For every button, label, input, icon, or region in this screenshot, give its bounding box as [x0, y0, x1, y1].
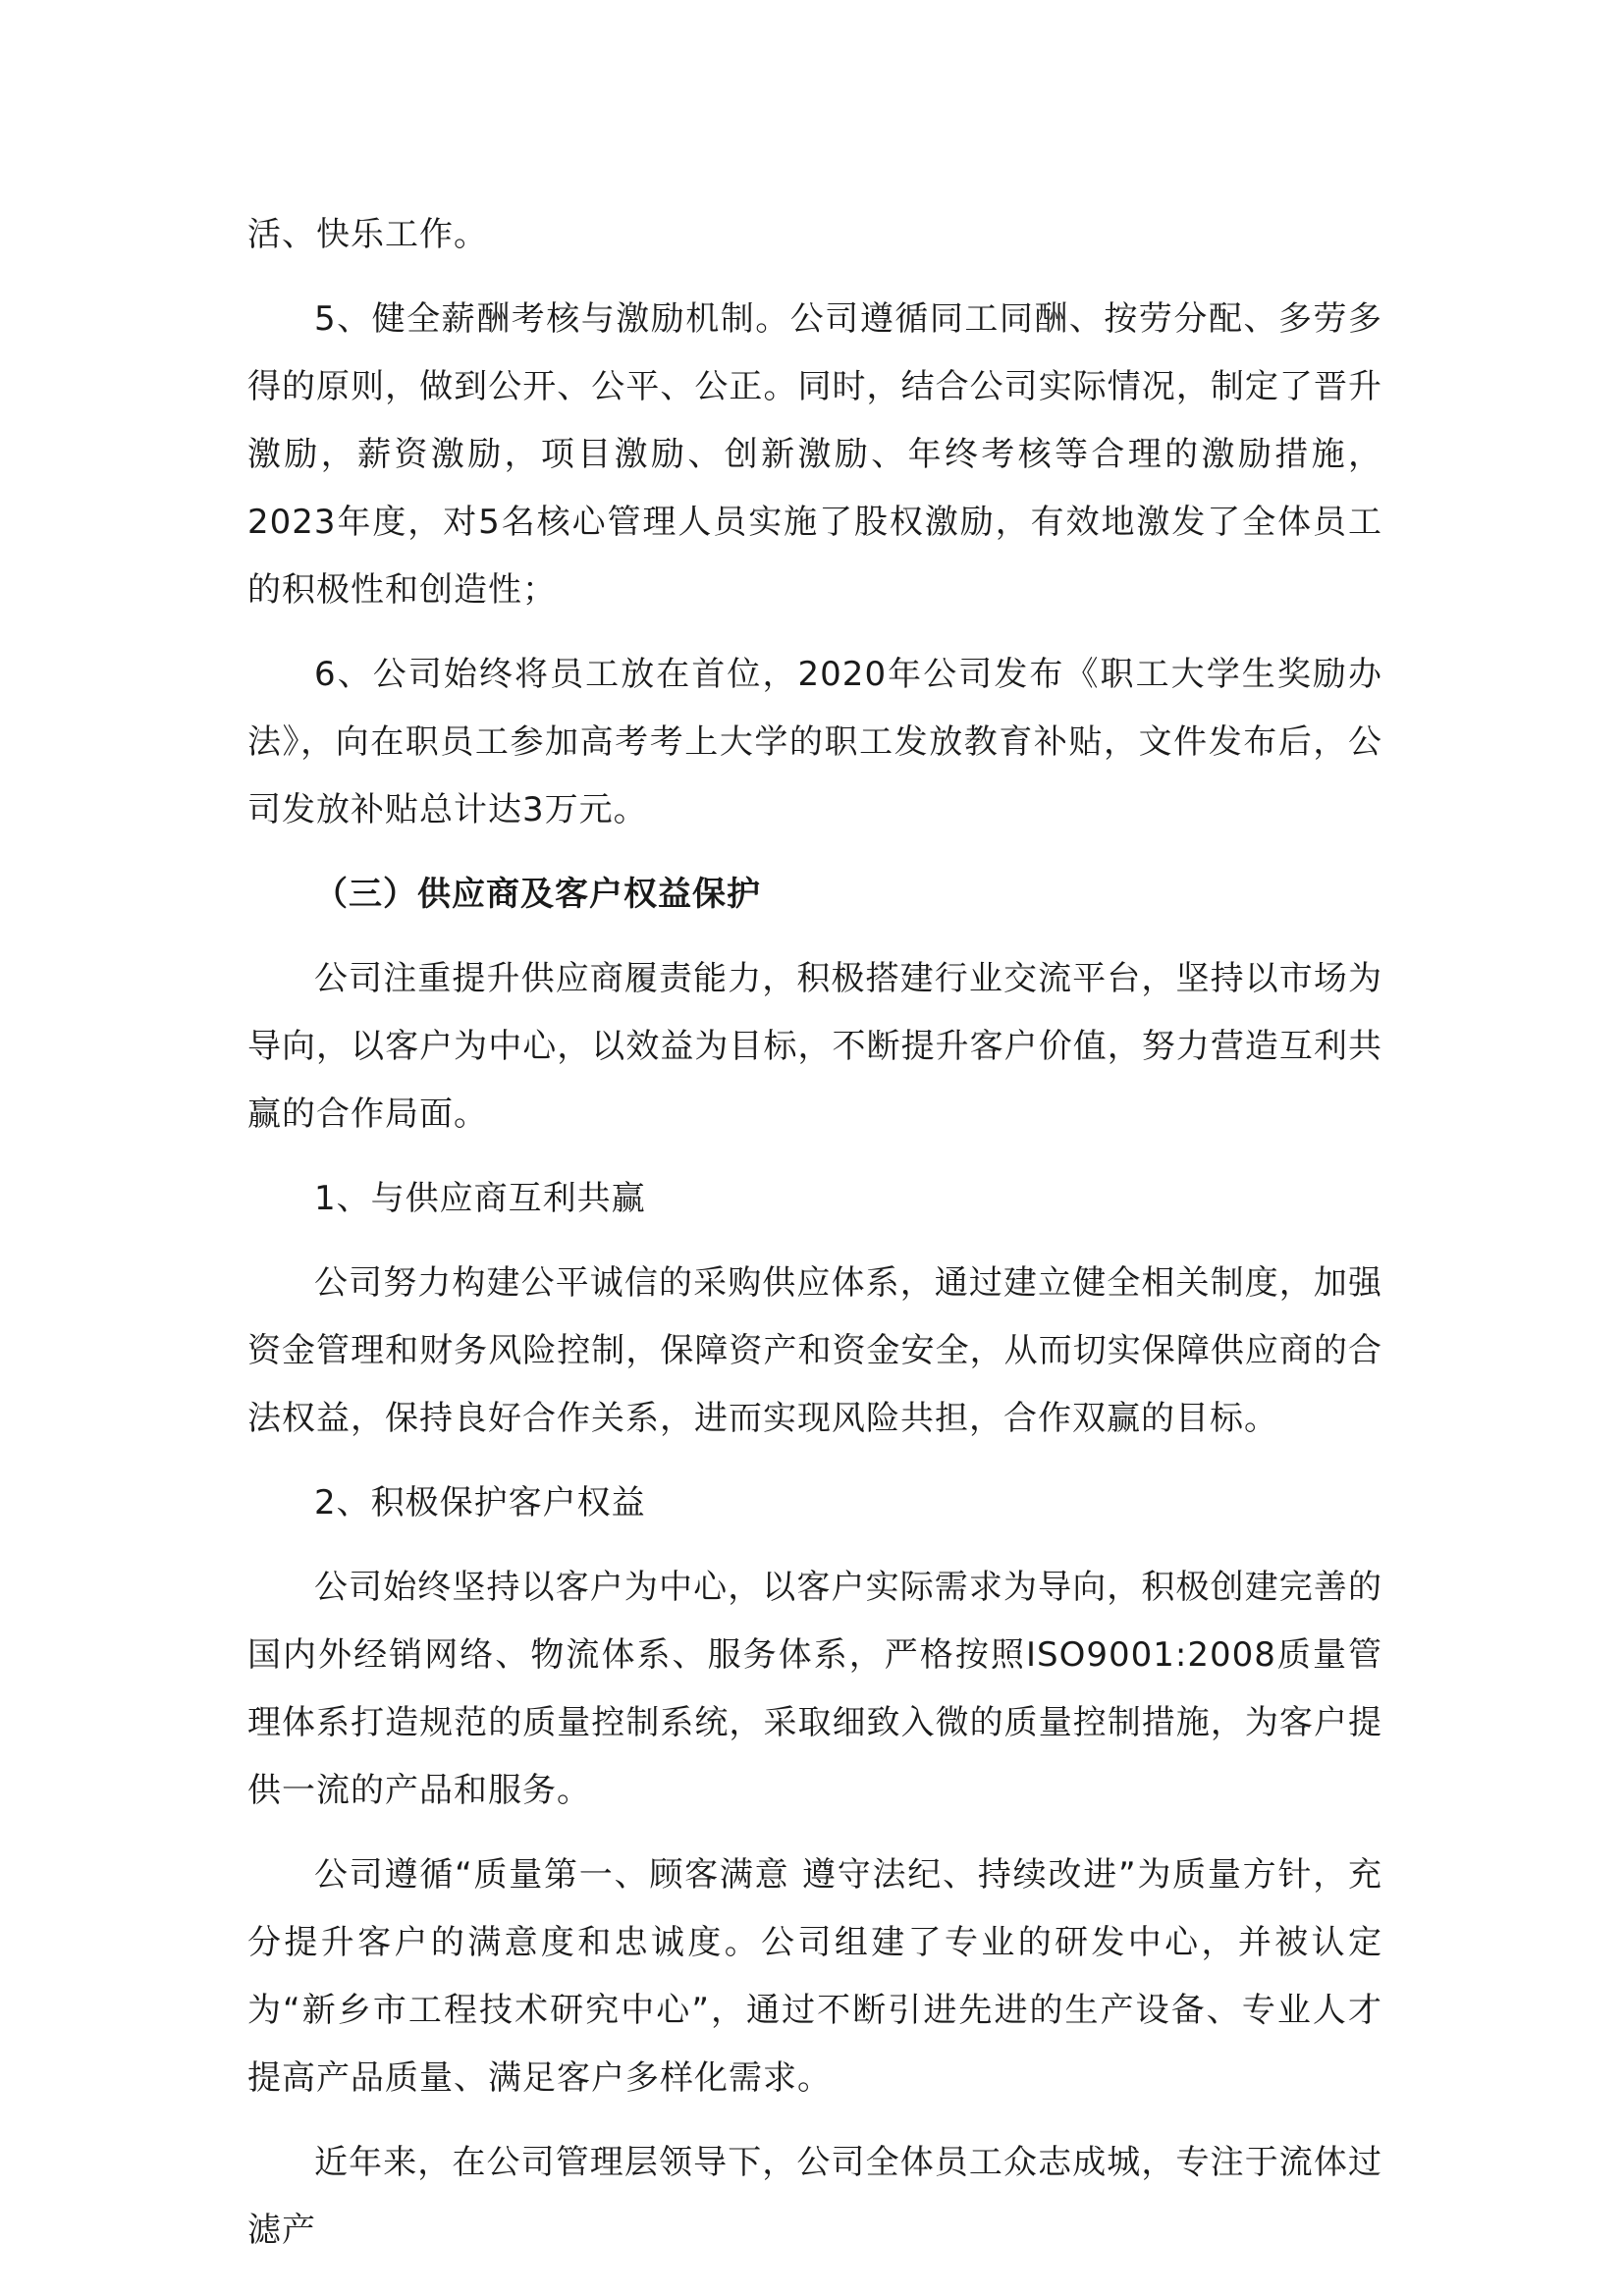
- paragraph-supplier-intro: 公司注重提升供应商履责能力，积极搭建行业交流平台，坚持以市场为导向，以客户为中心，以效益为目标，不断提升客户价值，努力营造互利共赢的合作局面。: [247, 959, 1382, 1134]
- document-body: [247, 201, 1382, 2281]
- section-heading-supplier-customer: （三）供应商及客户权益保护: [314, 875, 761, 914]
- subheading-supplier-win-win: 1、与供应商互利共赢: [314, 1179, 646, 1218]
- paragraph-education-subsidy: 6、公司始终将员工放在首位，2020年公司发布《职工大学生奖励办法》，向在职员工参加高考考上大学的职工发放教育补贴，文件发布后，公司发放补贴总计达3万元。: [247, 655, 1382, 829]
- paragraph-continuation: 活、快乐工作。: [247, 215, 488, 254]
- subheading-customer-rights: 2、积极保护客户权益: [314, 1483, 646, 1522]
- paragraph-recent-years: 近年来，在公司管理层领导下，公司全体员工众志成城，专注于流体过滤产: [247, 2143, 1382, 2250]
- paragraph-compensation-incentive: 5、健全薪酬考核与激励机制。公司遵循同工同酬、按劳分配、多劳多得的原则，做到公开、公平、公正。同时，结合公司实际情况，制定了晋升激励，薪资激励，项目激励、创新激励、年终考核等合理的激励措施，2023年度，对5名核心管理人员实施了股权激励，有效地激发了全体员工的积极性和创造性；: [247, 299, 1382, 610]
- paragraph-quality-policy: 公司遵循“质量第一、顾客满意 遵守法纪、持续改进”为质量方针，充分提升客户的满意度和忠诚度。公司组建了专业的研发中心，并被认定为“新乡市工程技术研究中心”，通过不断引进先进的生产设备、专业人才提高产品质量、满足客户多样化需求。: [247, 1855, 1382, 2098]
- paragraph-procurement-system: 公司努力构建公平诚信的采购供应体系，通过建立健全相关制度，加强资金管理和财务风险控制，保障资产和资金安全，从而切实保障供应商的合法权益，保持良好合作关系，进而实现风险共担，合作双赢的目标。: [247, 1263, 1382, 1438]
- paragraph-customer-center: 公司始终坚持以客户为中心，以客户实际需求为导向，积极创建完善的国内外经销网络、物流体系、服务体系，严格按照ISO9001:2008质量管理体系打造规范的质量控制系统，采取细致入微的质量控制措施，为客户提供一流的产品和服务。: [247, 1568, 1382, 1810]
